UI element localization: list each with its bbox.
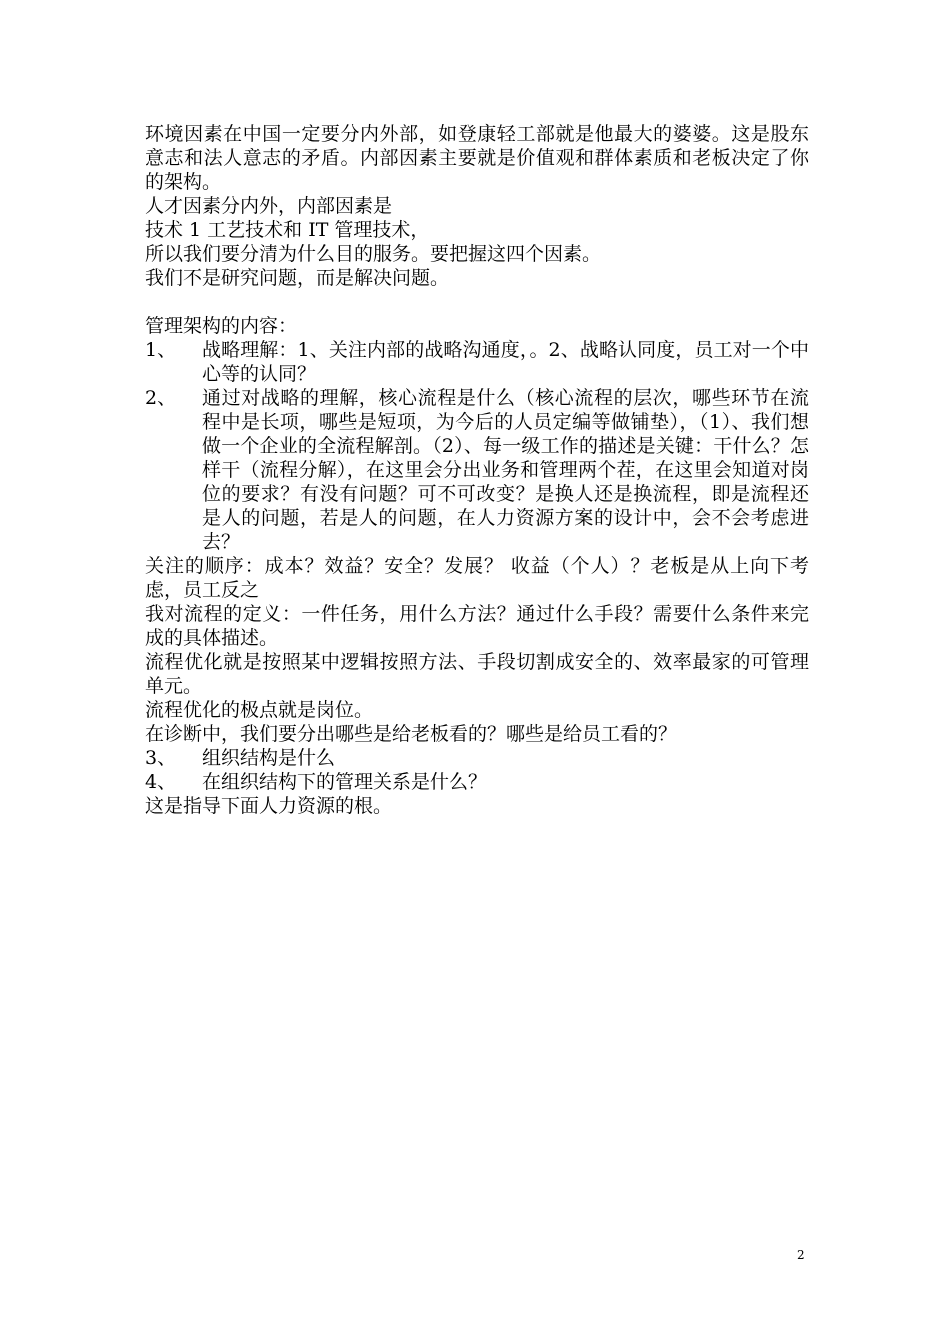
list-item-text: 通过对战略的理解，核心流程是什么（核心流程的层次，哪些环节在流程中是长项，哪些是短项，为今后的人员定编等做铺垫），（1）、我们想做一个企业的全流程解剖。（2）、每一级工作的描述是关键：干什么？怎样干（流程分解），在这里会分出业务和管理两个茬，在这里会知道对岗位的要求？有没有问题？可不可改变？是换人还是换流程，即是流程还是人的问题，若是人的问题，在人力资源方案的设计中，会不会考虑进去？	[202, 387, 809, 553]
list-item-number: 4、	[145, 771, 177, 793]
paragraph-purpose: 所以我们要分清为什么目的服务。要把握这四个因素。	[145, 243, 602, 265]
list-item-number: 2、	[145, 387, 177, 409]
list-item-text: 组织结构是什么	[202, 747, 336, 769]
list-item	[145, 386, 809, 554]
list-item-text: 在组织结构下的管理关系是什么？	[202, 771, 488, 793]
paragraph-diagnosis: 在诊断中，我们要分出哪些是给老板看的？哪些是给员工看的？	[145, 723, 678, 745]
paragraph-closing: 这是指导下面人力资源的根。	[145, 795, 393, 817]
section-heading: 管理架构的内容：	[145, 315, 298, 337]
paragraph-environment-factors: 环境因素在中国一定要分内外部，如登康轻工部就是他最大的婆婆。这是股东意志和法人意志的矛盾。内部因素主要就是价值观和群体素质和老板决定了你的架构。	[145, 123, 809, 193]
document-body	[145, 122, 809, 818]
paragraph-focus-order: 关注的顺序：成本？效益？安全？发展？ 收益（个人）？老板是从上向下考虑，员工反之	[145, 555, 809, 601]
list-item-number: 3、	[145, 747, 177, 769]
page-number: 2	[797, 1248, 805, 1262]
paragraph-process-optimization: 流程优化就是按照某中逻辑按照方法、手段切割成安全的、效率最家的可管理单元。	[145, 651, 809, 697]
paragraph-solve-problems: 我们不是研究问题，而是解决问题。	[145, 267, 450, 289]
paragraph-process-definition: 我对流程的定义：一件任务，用什么方法？通过什么手段？需要什么条件来完成的具体描述。	[145, 603, 809, 649]
list-item	[145, 746, 809, 770]
paragraph-technology: 技术 1 工艺技术和 IT 管理技术，	[145, 219, 430, 241]
list-item-number: 1、	[145, 339, 177, 361]
paragraph-talent-factors: 人才因素分内外，内部因素是	[145, 195, 393, 217]
list-item-text: 战略理解：1、关注内部的战略沟通度，。2、战略认同度，员工对一个中心等的认同？	[202, 339, 809, 385]
list-item	[145, 770, 809, 794]
blank-line	[145, 290, 809, 314]
paragraph-optimization-endpoint: 流程优化的极点就是岗位。	[145, 699, 374, 721]
list-item	[145, 338, 809, 386]
